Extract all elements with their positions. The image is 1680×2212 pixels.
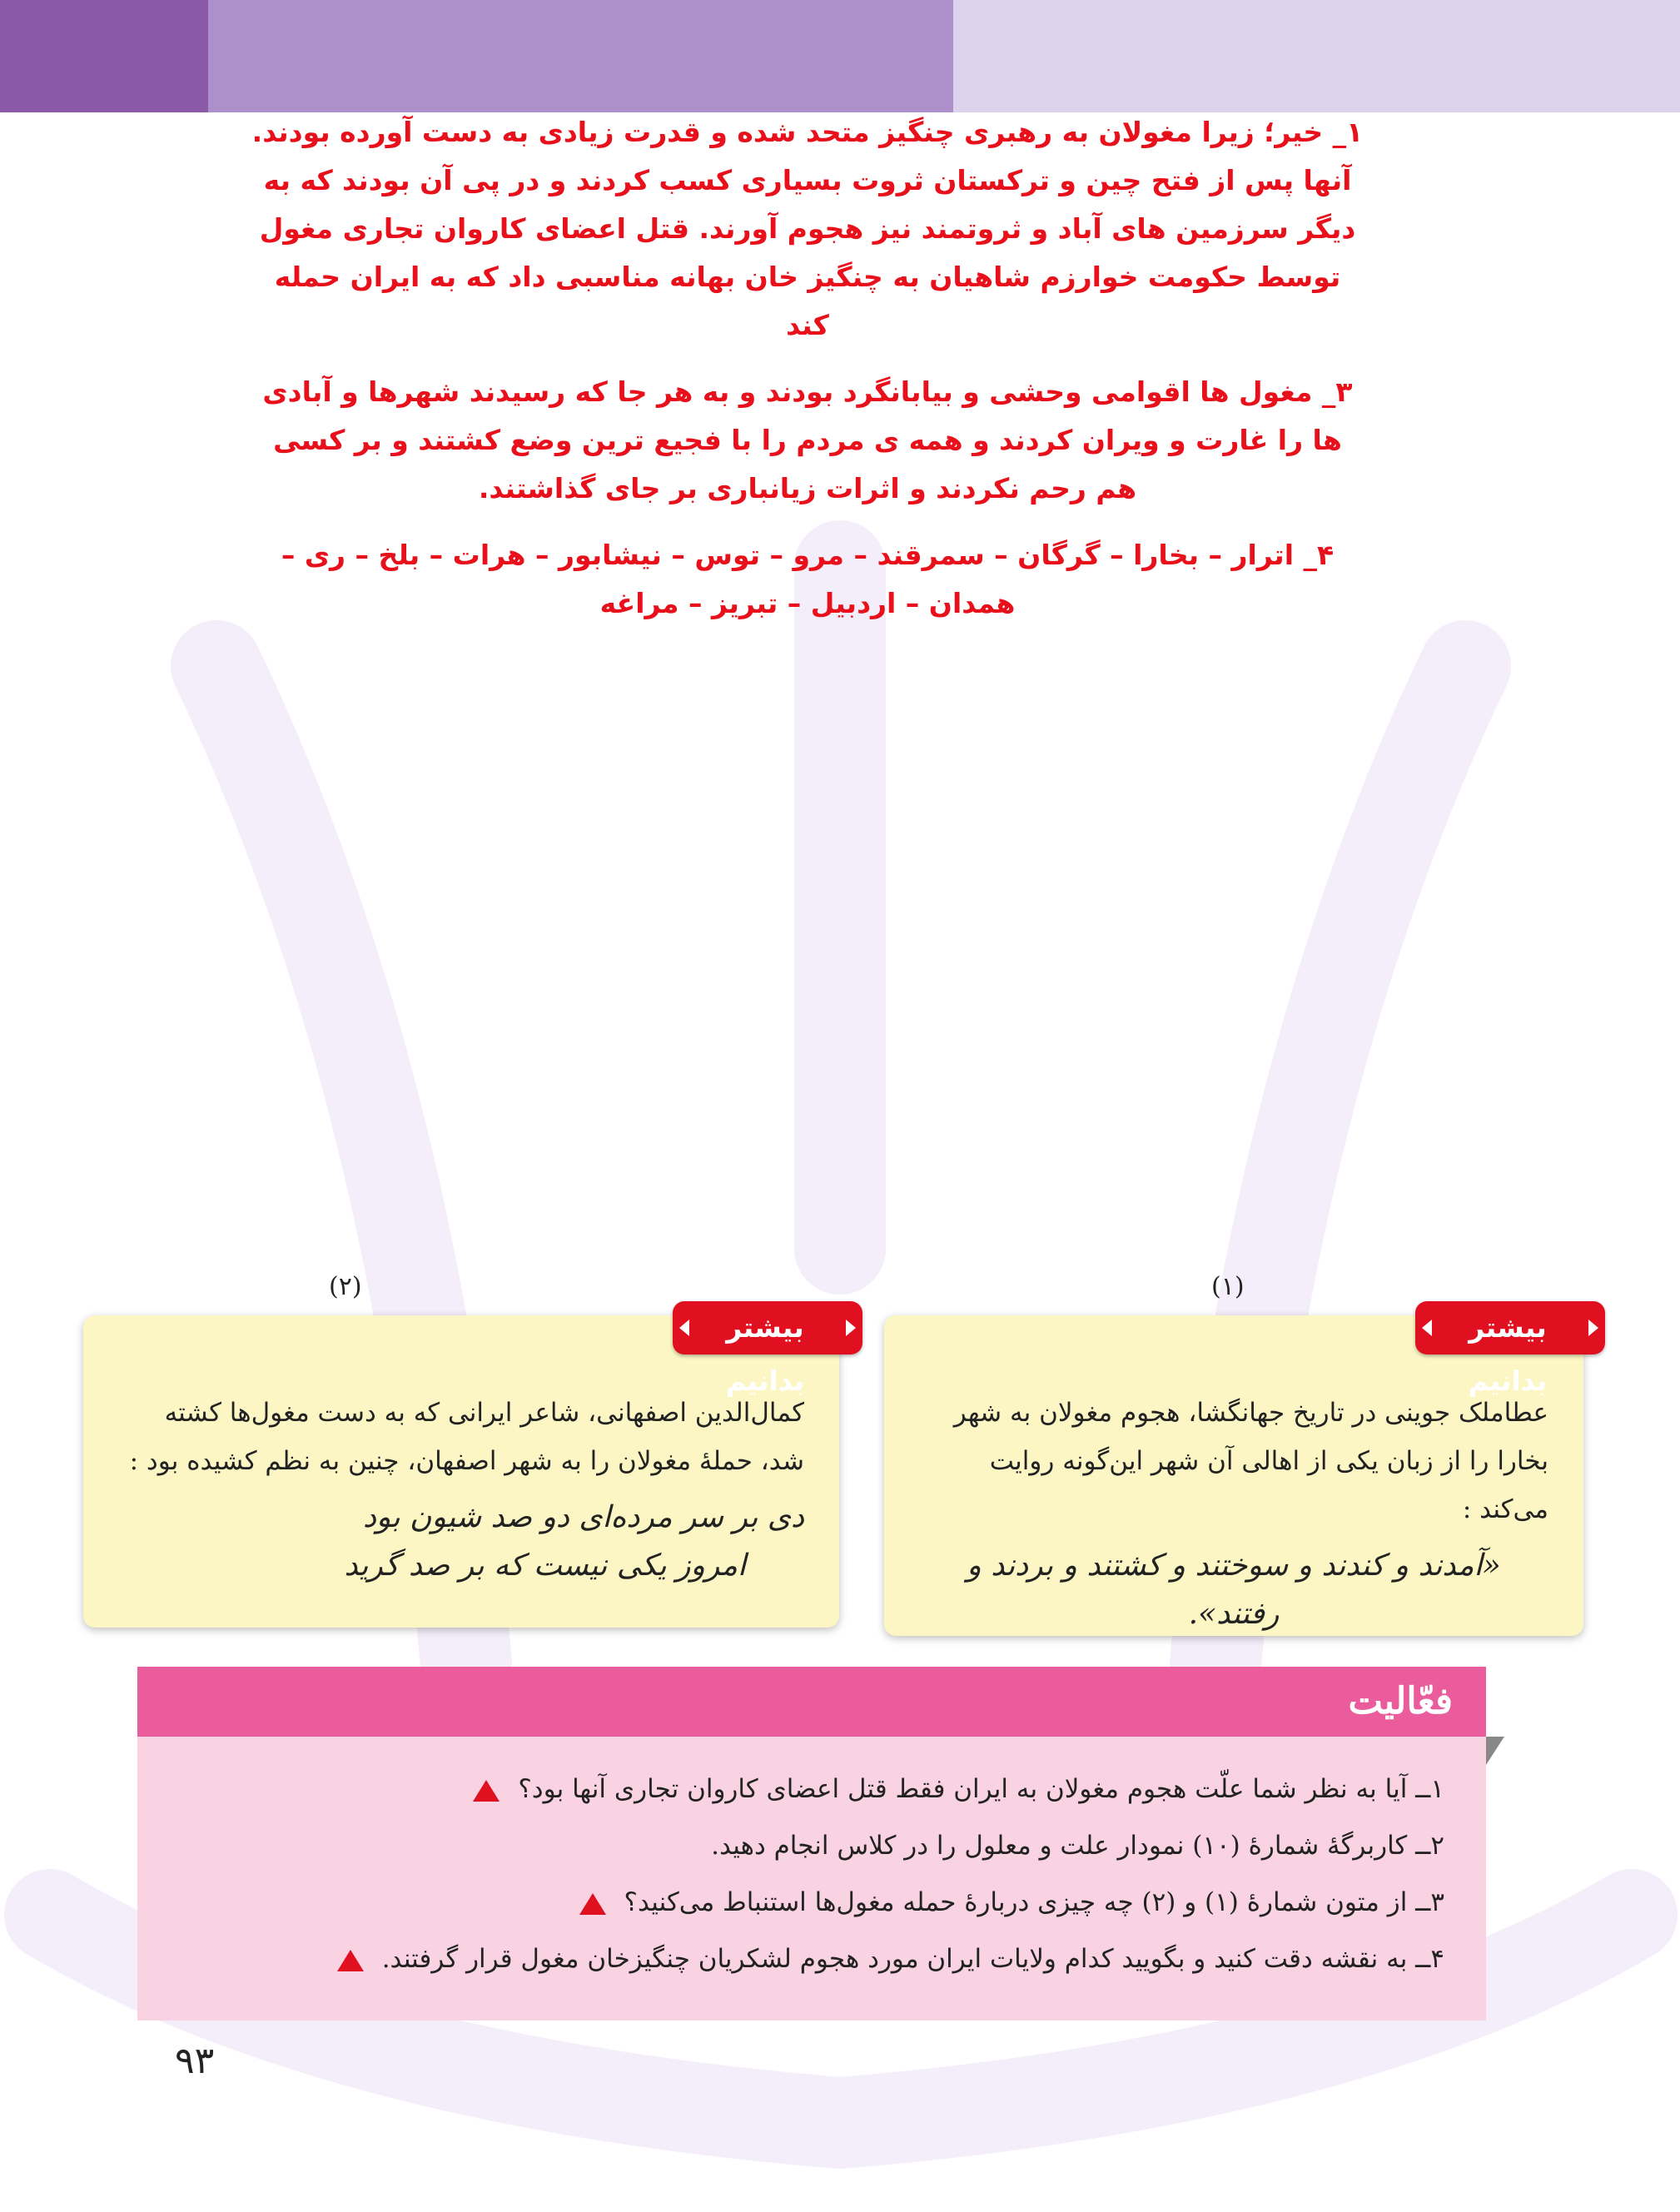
badge-arrow-icon: [679, 1320, 689, 1336]
answer-1: ۱_ خیر؛ زیرا مغولان به رهبری چنگیز متحد شده و قدرت زیادی به دست آورده بودند. آنها پس از فتح چین و ترکستان ثروت بسیاری کسب کردند و در پی آن بودند که به دیگر سرزمین های آباد و ثروتمند نیز هجوم آورند. قتل اعضای کاروان تجاری مغول توسط حکومت خوارزم شاهیان به چنگیز خان بهانه مناسبی داد که به ایران حمله کند: [251, 116, 1364, 341]
box2-badge-label: بیشتر بدانیم: [725, 1311, 805, 1397]
activity-item: ۲ــ کاربرگهٔ شمارهٔ (۱۰) نمودار علت و معلول را در کلاس انجام دهید.: [711, 1831, 1444, 1861]
box1-quote: «آمدند و کندند و سوختند و کشتند و بردند و رفتند».: [967, 1548, 1501, 1631]
box1-badge: [1415, 1301, 1605, 1397]
box1-number: (۱): [1211, 1272, 1245, 1301]
badge-arrow-icon: [1422, 1320, 1432, 1336]
activity-item: ۱ــ آیا به نظر شما علّت هجوم مغولان به ایران فقط قتل اعضای کاروان تجاری آنها بود؟: [179, 1761, 1444, 1817]
badge-arrow-icon: [846, 1320, 856, 1336]
box1-text: عطاملک جوینی در تاریخ جهانگشا، هجوم مغولان به شهر بخارا را از زبان یکی از اهالی آن شهر این‌گونه روایت می‌کند :: [953, 1398, 1548, 1524]
poem-hemistich-left: امروز یکی نیست که بر صد گرید: [344, 1548, 746, 1583]
activity-list: [179, 1761, 1444, 1987]
banner-segment-light: [953, 0, 1680, 112]
activity-section: [137, 1667, 1486, 2021]
box1-badge-label: بیشتر بدانیم: [1468, 1311, 1548, 1397]
activity-title: فعّالیت: [1348, 1680, 1453, 1722]
banner-segment-dark: [0, 0, 208, 112]
poem-hemistich-right: دی بر سر مرده‌ای دو صد شیون بود: [362, 1500, 804, 1534]
header-fold: [1486, 1737, 1504, 1765]
activity-header: [137, 1667, 1486, 1737]
activity-item: ۳ــ از متون شمارهٔ (۱) و (۲) چه چیزی دربارهٔ حمله مغول‌ها استنباط می‌کنید؟: [179, 1874, 1444, 1931]
box2-number: (۲): [329, 1272, 362, 1301]
box2-badge: [673, 1301, 862, 1397]
box2-poem: [118, 1494, 804, 1590]
warning-triangle-icon: [473, 1780, 500, 1802]
page-number: ۹۳: [175, 2040, 215, 2082]
warning-triangle-icon: [579, 1893, 606, 1915]
banner-segment-mid: [208, 0, 953, 112]
activity-item: ۴ــ به نقشه دقت کنید و بگویید کدام ولایات ایران مورد هجوم لشکریان چنگیزخان مغول قرار گرفتند.: [179, 1931, 1444, 1987]
answer-4: ۴_ اترار – بخارا – گرگان – سمرقند – مرو – توس – نیشابور – هرات – بلخ – ری – همدان – اردبیل – تبریز – مراغه: [281, 539, 1335, 619]
badge-arrow-icon: [1588, 1320, 1598, 1336]
answer-3: ۳_ مغول ها اقوامی وحشی و بیابانگرد بودند و به هر جا که رسیدند شهرها و آبادی ها را غارت و ویران کردند و همه ی مردم را با فجیع ترین وضع کشتند و بر کسی هم رحم نکردند و اثرات زیانباری بر جای گذاشتند.: [262, 375, 1353, 505]
box2-text: کمال‌الدین اصفهانی، شاعر ایرانی که به دست مغول‌ها کشته شد، حملهٔ مغولان را به شهر اصفهان، چنین به نظم کشیده بود :: [129, 1398, 804, 1476]
warning-triangle-icon: [337, 1950, 364, 1971]
answers-block: [250, 108, 1365, 646]
top-banner: [0, 0, 1680, 112]
